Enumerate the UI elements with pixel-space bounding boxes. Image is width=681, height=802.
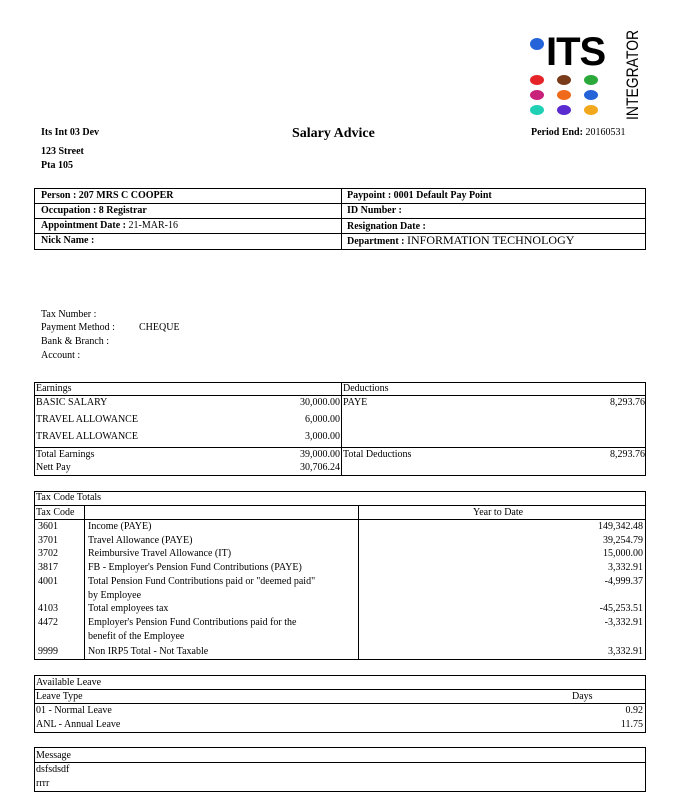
earning-amount: 6,000.00 (305, 414, 340, 425)
message-line: rrrr (36, 778, 50, 789)
tax-code: 4103 (38, 603, 58, 614)
tax-code-description: Total employees tax (88, 603, 169, 614)
deduction-amount: 8,293.76 (610, 397, 645, 408)
occupation-field (41, 205, 147, 217)
tax-code-ytd: -4,999.37 (604, 576, 643, 587)
tax-code-ytd: -3,332.91 (604, 617, 643, 628)
nett-pay-value: 30,706.24 (300, 462, 340, 473)
divider (34, 218, 646, 219)
nickname-label: Nick Name : (41, 235, 95, 246)
leave-days: 0.92 (625, 705, 643, 716)
total-deductions-value: 8,293.76 (610, 449, 645, 460)
id-number-label: ID Number : (347, 205, 402, 216)
tax-code-ytd: -45,253.51 (599, 603, 643, 614)
paypoint-label: Paypoint : (347, 190, 392, 201)
available-leave-title: Available Leave (36, 677, 102, 688)
leave-type-column-header: Leave Type (36, 691, 83, 702)
its-integrator-logo (528, 29, 643, 120)
occupation-label: Occupation : (41, 205, 97, 216)
tax-number-label: Tax Number : (41, 309, 97, 320)
tax-code-description: FB - Employer's Pension Fund Contributions (PAYE) (88, 562, 302, 573)
department-value: INFORMATION TECHNOLOGY (406, 233, 575, 247)
appointment-label: Appointment Date : (41, 220, 126, 231)
logo-dot (530, 90, 544, 100)
period-end-label: Period End: (531, 127, 583, 138)
days-column-header: Days (572, 691, 593, 702)
tax-code-description: Travel Allowance (PAYE) (88, 535, 193, 546)
message-box (34, 747, 646, 792)
paypoint-value: 0001 Default Pay Point (393, 190, 492, 201)
tax-code-ytd: 3,332.91 (608, 562, 643, 573)
logo-dot (557, 105, 571, 115)
resignation-date-label: Resignation Date : (347, 221, 426, 232)
tax-code: 3701 (38, 535, 58, 546)
tax-code: 4001 (38, 576, 58, 587)
logo-dot (584, 90, 598, 100)
tax-code: 4472 (38, 617, 58, 628)
divider (34, 703, 646, 704)
account-label: Account : (41, 350, 81, 361)
divider (84, 505, 85, 660)
payment-method-label: Payment Method : (41, 322, 115, 333)
nett-pay-label: Nett Pay (36, 462, 71, 473)
tax-code-description: Total Pension Fund Contributions paid or "deemed paid" (88, 576, 316, 587)
divider (34, 505, 646, 506)
logo-dot (584, 75, 598, 85)
tax-code-description-line-2: benefit of the Employee (88, 631, 185, 642)
logo-dot (584, 105, 598, 115)
occupation-value: 8 Registrar (98, 205, 147, 216)
person-field (41, 190, 174, 202)
leave-days: 11.75 (620, 719, 643, 730)
address-line-2: Pta 105 (41, 160, 73, 171)
divider (34, 395, 646, 396)
department-field (347, 234, 574, 248)
appointment-value: 21-MAR-16 (128, 220, 178, 231)
tax-code-ytd: 15,000.00 (603, 548, 643, 559)
total-earnings-label: Total Earnings (36, 449, 95, 460)
address-line-1: 123 Street (41, 146, 84, 157)
earning-amount: 3,000.00 (305, 431, 340, 442)
leave-type: 01 - Normal Leave (36, 705, 112, 716)
logo-brand-text: ITS (546, 30, 606, 74)
logo-dot (530, 105, 544, 115)
leave-type: ANL - Annual Leave (36, 719, 121, 730)
logo-subtitle-text: INTEGRATOR (623, 29, 642, 120)
earning-name: TRAVEL ALLOWANCE (36, 414, 138, 425)
tax-code-ytd: 3,332.91 (608, 646, 643, 657)
person-label: Person : (41, 190, 77, 201)
deductions-header: Deductions (343, 383, 389, 394)
department-label: Department : (347, 236, 405, 247)
divider (34, 762, 646, 763)
logo-subtitle (623, 29, 642, 120)
company-name: Its Int 03 Dev (41, 127, 100, 138)
tax-code: 3601 (38, 521, 58, 532)
paypoint-field (347, 190, 492, 202)
earning-name: BASIC SALARY (36, 397, 108, 408)
logo-dot (557, 75, 571, 85)
divider (34, 519, 646, 520)
tax-code-ytd: 39,254.79 (603, 535, 643, 546)
tax-code: 3702 (38, 548, 58, 559)
deduction-name: PAYE (343, 397, 368, 408)
tax-code: 9999 (38, 646, 58, 657)
earning-name: TRAVEL ALLOWANCE (36, 431, 138, 442)
tax-code-ytd: 149,342.48 (598, 521, 643, 532)
divider (34, 447, 646, 448)
tax-code-column-header: Tax Code (36, 507, 75, 518)
total-earnings-value: 39,000.00 (300, 449, 340, 460)
period-end (531, 127, 625, 139)
tax-code-description: Employer's Pension Fund Contributions paid for the (88, 617, 297, 628)
message-title: Message (36, 750, 71, 761)
tax-code: 3817 (38, 562, 58, 573)
divider (358, 505, 359, 660)
tax-code-description: Non IRP5 Total - Not Taxable (88, 646, 209, 657)
year-to-date-column-header: Year to Date (473, 507, 524, 518)
earnings-header: Earnings (36, 383, 72, 394)
tax-code-totals-title: Tax Code Totals (36, 492, 102, 503)
document-title: Salary Advice (292, 126, 375, 141)
logo-dot (557, 90, 571, 100)
logo-dot (530, 38, 544, 50)
tax-code-description: Income (PAYE) (88, 521, 152, 532)
divider (341, 188, 342, 250)
bank-branch-label: Bank & Branch : (41, 336, 110, 347)
divider (34, 203, 646, 204)
logo-dot (530, 75, 544, 85)
payment-method-value: CHEQUE (139, 322, 180, 333)
divider (341, 382, 342, 476)
divider (34, 689, 646, 690)
tax-code-description: Reimbursive Travel Allowance (IT) (88, 548, 232, 559)
tax-code-description-line-2: by Employee (88, 590, 142, 601)
period-end-value: 20160531 (585, 127, 626, 138)
earning-amount: 30,000.00 (300, 397, 340, 408)
appointment-field (41, 220, 178, 232)
person-value: 207 MRS C COOPER (78, 190, 174, 201)
total-deductions-label: Total Deductions (343, 449, 412, 460)
message-line: dsfsdsdf (36, 764, 70, 775)
